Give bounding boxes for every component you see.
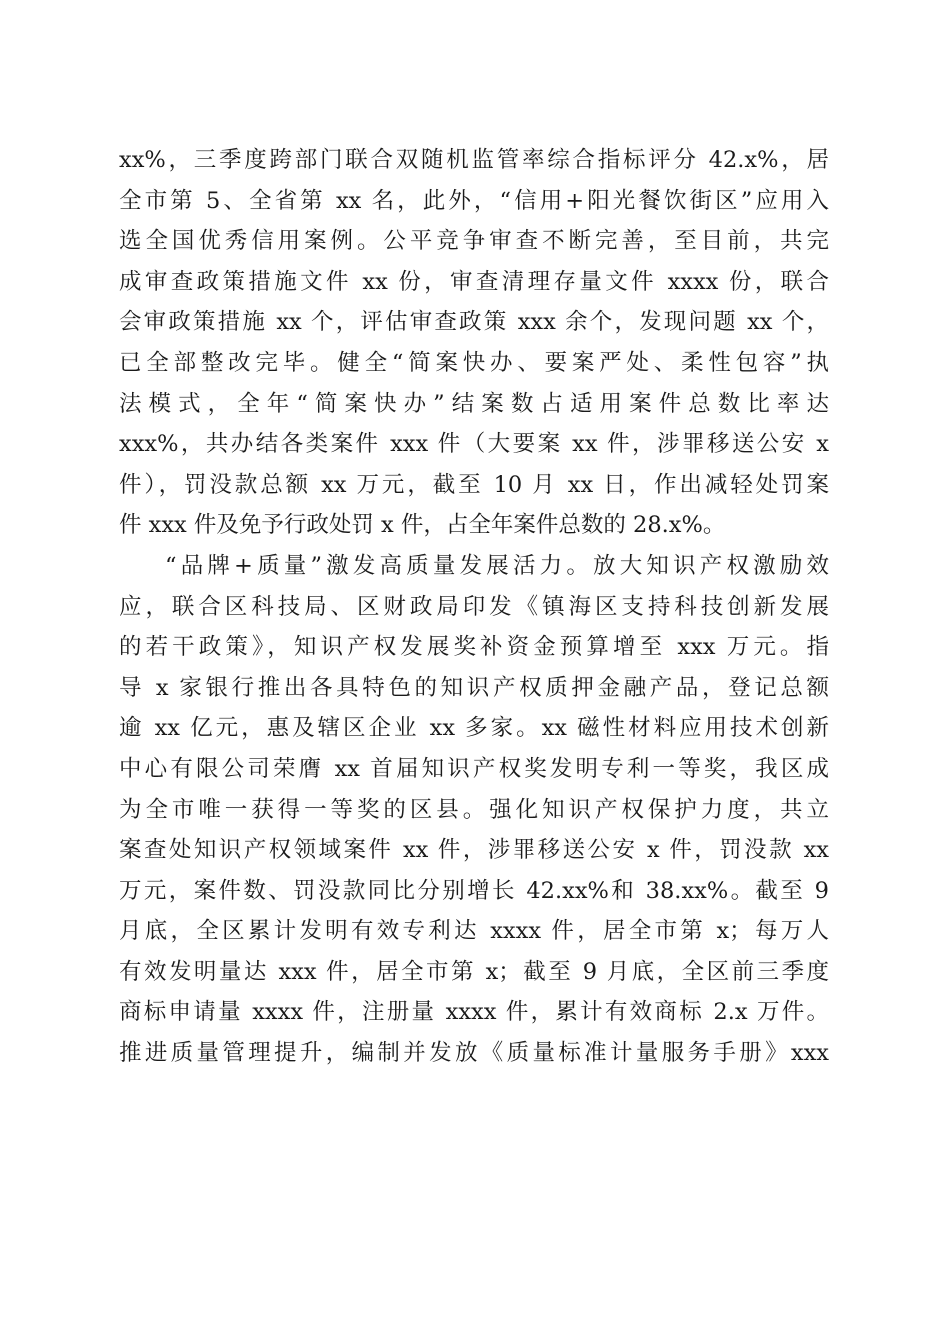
document-body [119, 140, 829, 1074]
text-line: 案查处知识产权领域案件 xx 件，涉罪移送公安 x 件，罚没款 xx [119, 837, 829, 864]
text-line: 件 xxx 件及免予行政处罚 x 件，占全年案件总数的 28.x%。 [119, 512, 726, 539]
text-line: 导 x 家银行推出各具特色的知识产权质押金融产品，登记总额 [119, 674, 829, 701]
text-line: 逾 xx 亿元，惠及辖区企业 xx 多家。xx 磁性材料应用技术创新 [119, 715, 829, 742]
text-line: 法模式，全年“简案快办”结案数占适用案件总数比率达 [119, 390, 829, 417]
text-line: 应，联合区科技局、区财政局印发《镇海区支持科技创新发展 [119, 593, 829, 620]
text-line: xxx%，共办结各类案件 xxx 件（大要案 xx 件，涉罪移送公安 x [119, 431, 829, 458]
text-line: 件），罚没款总额 xx 万元，截至 10 月 xx 日，作出减轻处罚案 [119, 471, 829, 498]
text-line: 月底，全区累计发明有效专利达 xxxx 件，居全市第 x；每万人 [119, 918, 829, 945]
text-line: 选全国优秀信用案例。公平竞争审查不断完善，至目前，共完 [119, 228, 829, 255]
text-line: “品牌+质量”激发高质量发展活力。放大知识产权激励效 [165, 552, 829, 579]
text-line: xx%，三季度跨部门联合双随机监管率综合指标评分 42.x%，居 [119, 147, 829, 173]
text-line: 的若干政策》，知识产权发展奖补资金预算增至 xxx 万元。指 [119, 634, 829, 661]
text-line: 会审政策措施 xx 个，评估审查政策 xxx 余个，发现问题 xx 个， [119, 309, 829, 336]
text-line: 成审查政策措施文件 xx 份，审查清理存量文件 xxxx 份，联合 [119, 268, 829, 295]
text-line: 推进质量管理提升，编制并发放《质量标准计量服务手册》xxx [119, 1040, 829, 1067]
text-line: 为全市唯一获得一等奖的区县。强化知识产权保护力度，共立 [119, 796, 829, 823]
text-line: 中心有限公司荣膺 xx 首届知识产权奖发明专利一等奖，我区成 [119, 755, 829, 782]
text-line: 万元，案件数、罚没款同比分别增长 42.xx%和 38.xx%。截至 9 [119, 877, 829, 904]
text-line: 有效发明量达 xxx 件，居全市第 x；截至 9 月底，全区前三季度 [119, 958, 829, 985]
paragraph-1 [119, 140, 829, 546]
text-line: 全市第 5、全省第 xx 名，此外，“信用+阳光餐饮街区”应用入 [119, 187, 829, 214]
paragraph-2 [119, 546, 829, 1074]
text-line: 商标申请量 xxxx 件，注册量 xxxx 件，累计有效商标 2.x 万件。 [119, 999, 829, 1026]
text-line: 已全部整改完毕。健全“简案快办、要案严处、柔性包容”执 [119, 349, 829, 376]
